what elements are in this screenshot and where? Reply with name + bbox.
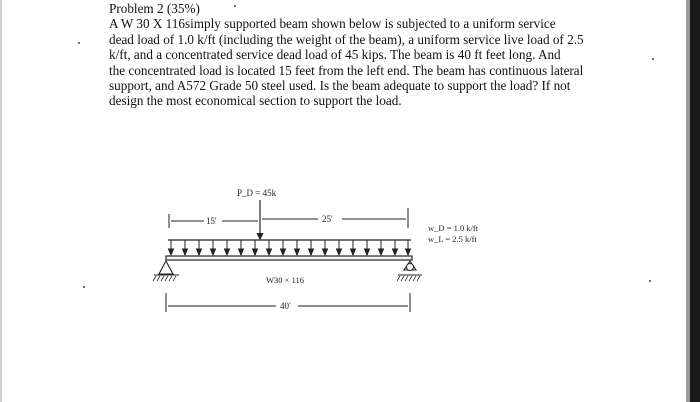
problem-line: support, and A572 Grade 50 steel used. Is the beam adequate to support the load? If not (109, 78, 571, 94)
distributed-load-arrows (169, 240, 411, 255)
problem-title: Problem 2 (35%) (109, 1, 200, 16)
pin-support-left (159, 261, 173, 274)
live-load-label: w_L = 2.5 k/ft (428, 234, 477, 244)
section-label: W30 × 116 (266, 275, 305, 285)
beam (166, 256, 412, 260)
point-load-label: P_D = 45k (237, 188, 277, 198)
roller-wheel (407, 264, 414, 271)
left-span-label: 15' (206, 216, 217, 226)
ground-hatch-left (153, 276, 176, 281)
right-span-label: 25' (322, 214, 333, 224)
problem-line: design the most economical section to support the load. (109, 93, 402, 109)
problem-line: the concentrated load is located 15 feet from the left end. The beam has continuous lateral (109, 62, 584, 78)
problem-line: k/ft, and a concentrated service dead load of 45 kips. The beam is 40 ft feet long. And (109, 47, 561, 63)
problem-line: A W 30 X 116simply supported beam shown below is subjected to a uniform service (109, 16, 556, 32)
dead-load-label: w_D = 1.0 k/ft (428, 223, 479, 233)
problem-line: dead load of 1.0 k/ft (including the weight of the beam), a uniform service live load of 2.5 (109, 31, 584, 47)
ground-hatch-right (397, 276, 420, 281)
total-span-label: 40' (280, 301, 291, 311)
